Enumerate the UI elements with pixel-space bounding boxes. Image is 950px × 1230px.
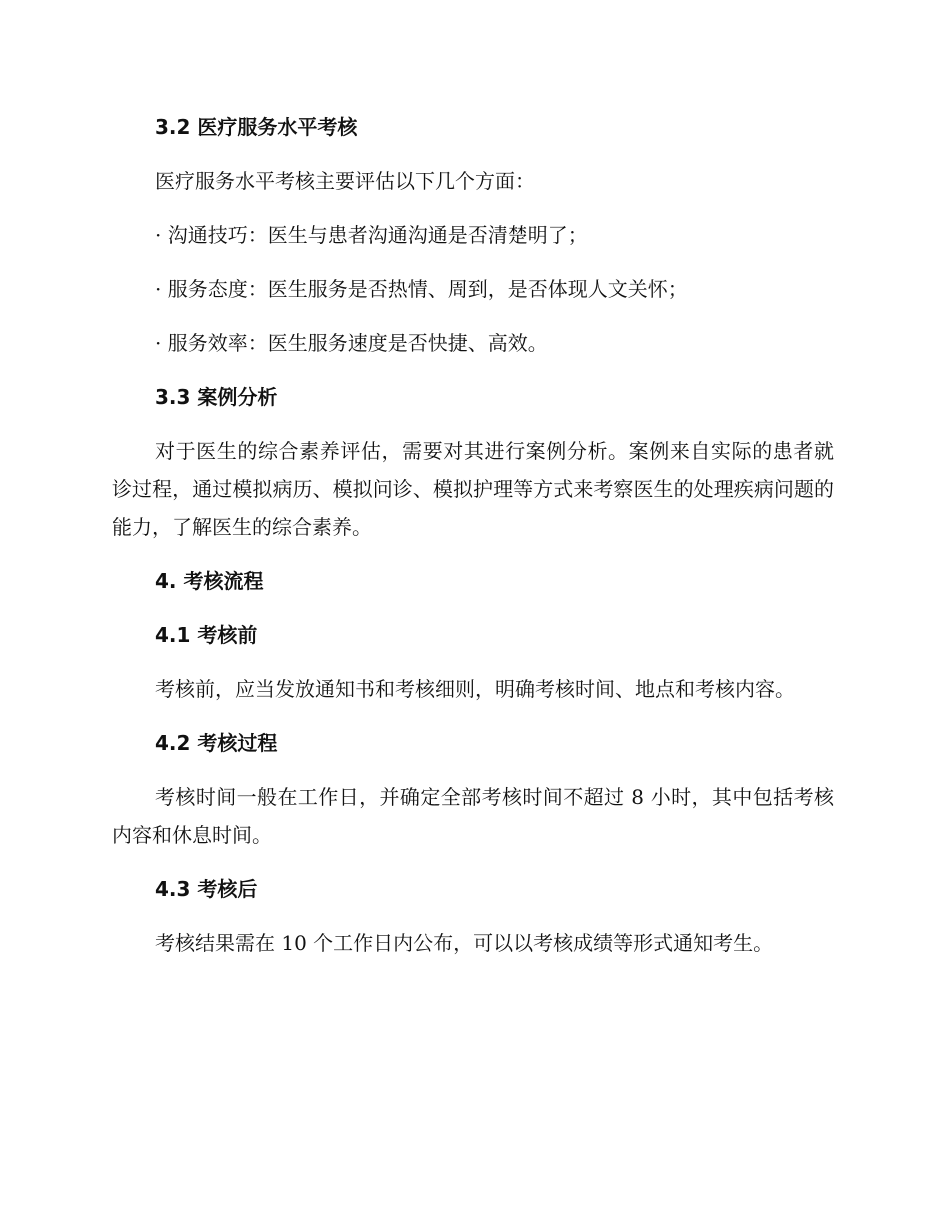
- section-4-2-title: 4.2 考核过程: [155, 731, 278, 755]
- section-4-1-text: 考核前，应当发放通知书和考核细则，明确考核时间、地点和考核内容。: [155, 677, 795, 701]
- bullet-attitude: · 服务态度：医生服务是否热情、周到，是否体现人文关怀；: [155, 277, 688, 301]
- section-4-2-text: 考核时间一般在工作日，并确定全部考核时间不超过 8 小时，其中包括考核内容和休息时间。: [112, 785, 834, 847]
- bullet-communication: · 沟通技巧：医生与患者沟通沟通是否清楚明了；: [155, 223, 588, 247]
- section-3-2-intro: 医疗服务水平考核主要评估以下几个方面：: [155, 169, 535, 193]
- document-page: [112, 108, 834, 978]
- section-4-3-text: 考核结果需在 10 个工作日内公布，可以以考核成绩等形式通知考生。: [155, 931, 774, 955]
- section-3-2-title: 3.2 医疗服务水平考核: [155, 115, 358, 139]
- section-4-1-title: 4.1 考核前: [155, 623, 258, 647]
- section-4-3-title: 4.3 考核后: [155, 877, 258, 901]
- section-3-3-title: 3.3 案例分析: [155, 385, 278, 409]
- bullet-efficiency: · 服务效率：医生服务速度是否快捷、高效。: [155, 331, 548, 355]
- section-4-title: 4. 考核流程: [155, 569, 264, 593]
- section-3-3-text: 对于医生的综合素养评估，需要对其进行案例分析。案例来自实际的患者就诊过程，通过模拟病历、模拟问诊、模拟护理等方式来考察医生的处理疾病问题的能力，了解医生的综合素养。: [112, 439, 834, 539]
